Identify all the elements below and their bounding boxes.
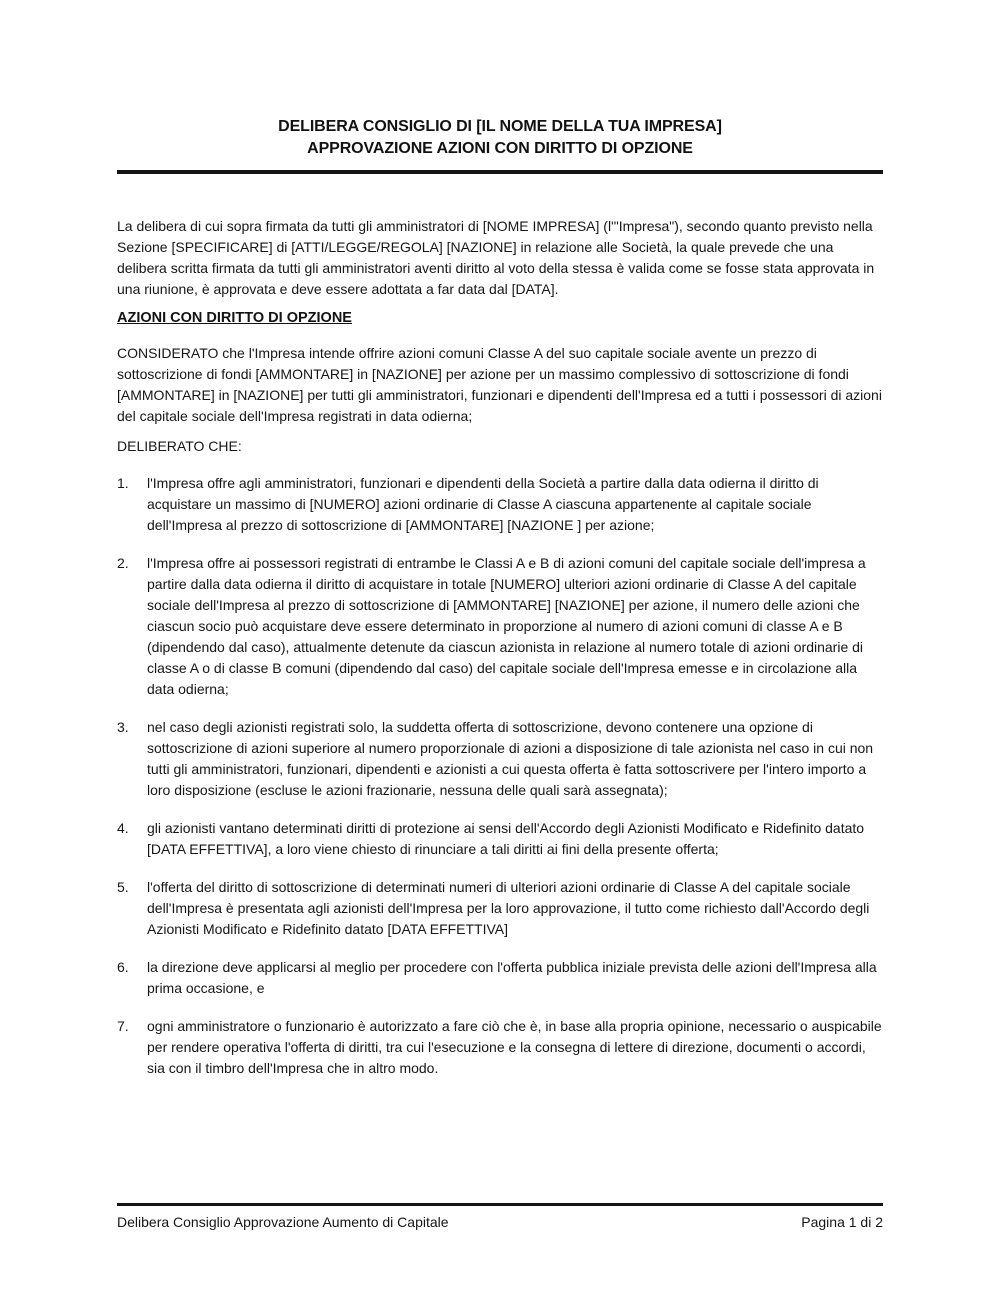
list-item-text: gli azionisti vantano determinati diritti di protezione ai sensi dell'Accordo degli Azionisti Modificato e Ridefinito datato [DATA EFFETTIVA], a loro viene chiesto di rinunciare a tali diritti ai fini della presente offerta; bbox=[147, 820, 865, 857]
list-item-text: l'Impresa offre ai possessori registrati di entrambe le Classi A e B di azioni comuni del capitale sociale dell'impresa a partire dalla data odierna il diritto di acquistare in totale [NUMERO] ulteriori azioni ordinarie di Classe A del capitale sociale dell'Impresa al prezzo di sottoscrizione di [AMMONTARE] [NAZIONE] per azione, il numero delle azioni che ciascun socio può acquistare deve essere determinato in proporzione al numero di azioni comuni di classe A e B (dipendendo dal caso), attualmente detenute da ciascun azionista in relazione al numero totale di azioni ordinarie di classe A o di classe B comuni (dipendendo dal caso) del capitale sociale dell'Impresa emesse e in circolazione alla data odierna; bbox=[147, 555, 866, 697]
footer-page-number: Pagina 1 di 2 bbox=[801, 1214, 883, 1230]
document-title-line-2: APPROVAZIONE AZIONI CON DIRITTO DI OPZIONE bbox=[307, 140, 693, 157]
document-title-line-1: DELIBERA CONSIGLIO DI [IL NOME DELLA TUA IMPRESA] bbox=[278, 118, 722, 135]
list-item-number: 3. bbox=[117, 719, 129, 735]
list-item-number: 4. bbox=[117, 820, 129, 836]
list-item-number: 1. bbox=[117, 475, 129, 491]
document-title bbox=[117, 0, 883, 160]
list-item-text: ogni amministratore o funzionario è autorizzato a fare ciò che è, in base alla propria opinione, necessario o auspicabile per rendere operativa l'offerta di diritti, tra cui l'esecuzione e la consegna di lettere di direzione, documenti o accordi, sia con il timbro dell'Impresa che in altro modo. bbox=[147, 1018, 882, 1076]
list-item-text: nel caso degli azionisti registrati solo, la suddetta offerta di sottoscrizione, devono contenere una opzione di sottoscrizione di azioni superiore al numero proporzionale di azioni a disposizione di tale azionista nel caso in cui non tutti gli amministratori, funzionari, dipendenti e azionisti a cui questa offerta è fatta sottoscrivere per l'intero importo a loro disposizione (escluse le azioni frazionarie, nessuna delle quali sarà assegnata); bbox=[147, 719, 874, 798]
list-item bbox=[117, 553, 883, 700]
list-item bbox=[117, 877, 883, 940]
list-item-number: 5. bbox=[117, 879, 129, 895]
list-item-text: l'offerta del diritto di sottoscrizione di determinati numeri di ulteriori azioni ordinarie di Classe A del capitale sociale dell'Impresa è presentata agli azionisti dell'Impresa per la loro approvazione, il tutto come richiesto dall'Accordo degli Azionisti Modificato e Ridefinito datato [DATA EFFETTIVA] bbox=[147, 879, 870, 937]
document-content bbox=[117, 0, 883, 1096]
intro-paragraph: La delibera di cui sopra firmata da tutti gli amministratori di [NOME IMPRESA] (l'"Impresa"), secondo quanto previsto nella Sezione [SPECIFICARE] di [ATTI/LEGGE/REGOLA] [NAZIONE] in relazione alle Società, la quale prevede che una delibera scritta firmata da tutti gli amministratori aventi diritto al voto della stessa è valida come se fosse stata approvata in una riunione, è approvata e deve essere adottata a far data dal [DATA]. bbox=[117, 218, 875, 297]
list-item bbox=[117, 717, 883, 801]
considerato-paragraph: CONSIDERATO che l'Impresa intende offrire azioni comuni Classe A del suo capitale sociale avente un prezzo di sottoscrizione di fondi [AMMONTARE] in [NAZIONE] per azione per un massimo complessivo di sottoscrizione di fondi [AMMONTARE] in [NAZIONE] per tutti gli amministratori, funzionari e dipendenti dell'Impresa ed a tutti i possessori di azioni del capitale sociale dell'Impresa registrati in data odierna; bbox=[117, 345, 882, 424]
list-item-number: 6. bbox=[117, 959, 129, 975]
list-item bbox=[117, 473, 883, 536]
section-heading: AZIONI CON DIRITTO DI OPZIONE bbox=[117, 310, 352, 326]
list-item bbox=[117, 1016, 883, 1079]
title-divider bbox=[117, 170, 883, 174]
list-item bbox=[117, 818, 883, 860]
list-item-text: la direzione deve applicarsi al meglio per procedere con l'offerta pubblica iniziale prevista delle azioni dell'Impresa alla prima occasione, e bbox=[147, 959, 877, 996]
list-item-number: 7. bbox=[117, 1018, 129, 1034]
deliberato-line: DELIBERATO CHE: bbox=[117, 438, 242, 454]
footer-document-name: Delibera Consiglio Approvazione Aumento di Capitale bbox=[117, 1214, 449, 1230]
footer-row bbox=[117, 1213, 883, 1231]
resolution-list bbox=[117, 473, 883, 1079]
page-footer bbox=[117, 1203, 883, 1231]
list-item bbox=[117, 957, 883, 999]
list-item-text: l'Impresa offre agli amministratori, funzionari e dipendenti della Società a partire dalla data odierna il diritto di acquistare un massimo di [NUMERO] azioni ordinarie di Classe A ciascuna appartenente al capitale sociale dell'Impresa al prezzo di sottoscrizione di [AMMONTARE] [NAZIONE ] per azione; bbox=[147, 475, 819, 533]
footer-divider bbox=[117, 1203, 883, 1206]
list-item-number: 2. bbox=[117, 555, 129, 571]
